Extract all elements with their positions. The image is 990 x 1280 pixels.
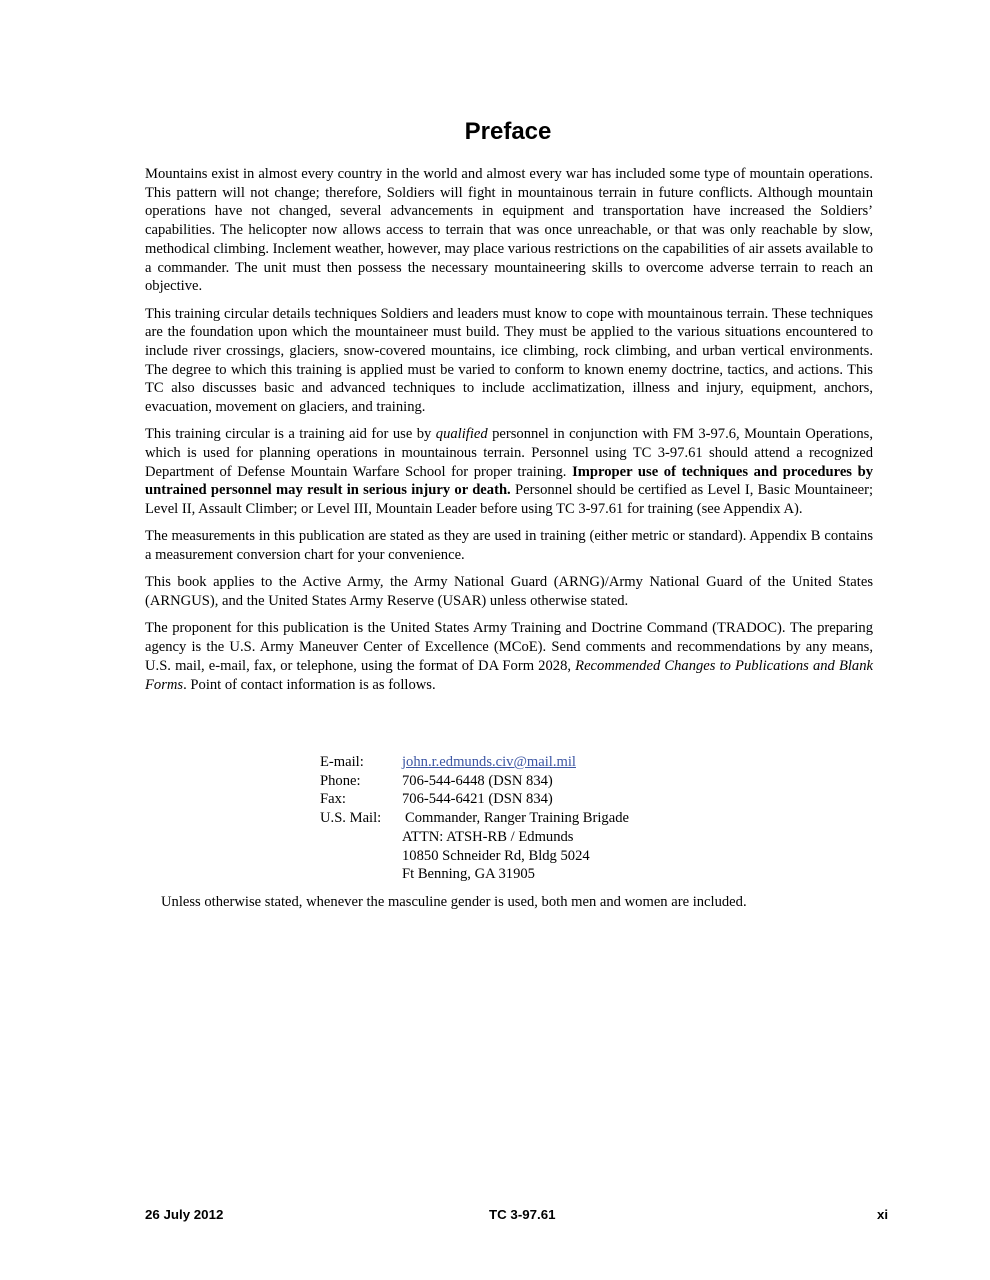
page-title: Preface [464, 118, 552, 145]
paragraph-proponent-text-2: . Point of contact information is as follows. [183, 676, 436, 693]
fax-label: Fax: [320, 791, 346, 808]
fax-row [320, 790, 629, 809]
footer-date: 26 July 2012 [145, 1207, 224, 1222]
paragraph-measurements: The measurements in this publication are stated as they are used in training (either metric or standard). Appendix B contains a measurement conversion chart for your convenience. [145, 528, 873, 564]
mail-line-3: 10850 Schneider Rd, Bldg 5024 [402, 847, 590, 864]
paragraph-mountain-operations: Mountains exist in almost every country in the world and almost every war has included some type of mountain operations. This pattern will not change; therefore, Soldiers will fight in mountainous terrain in future conflicts. Although mountain operations have not changed, several advancements in equipment and transportation have increased the Soldiers’ capabilities. The helicopter now allows access to terrain that was once unreachable, or that was only reachable by slow, methodical climbing. Inclement weather, however, may place various restrictions on the capabilities of air assets available to a commander. The unit must then possess the necessary mountaineering skills to overcome adverse terrain to reach an objective. [145, 166, 873, 295]
phone-row [320, 772, 629, 791]
gender-note: Unless otherwise stated, whenever the masculine gender is used, both men and women are included. [161, 894, 747, 910]
safety-warning: Improper use of techniques and procedures by untrained personnel may result in serious injury or death. [145, 463, 873, 499]
mail-line-1: Commander, Ranger Training Brigade [405, 810, 629, 827]
paragraph-techniques: This training circular details techniques Soldiers and leaders must know to cope with mountainous terrain. These techniques are the foundation upon which the mountaineer must build. They must be applied to the various situations encountered to include river crossings, glaciers, snow-covered mountains, ice climbing, rock climbing, and urban vertical environments. The degree to which this training is applied must be varied to conform to known enemy doctrine, tactics, and actions. This TC also discusses basic and advanced techniques to include acclimatization, illness and injury, equipment, anchors, evacuation, movement on glaciers, and training. [145, 305, 873, 416]
email-value [402, 753, 576, 772]
form-title-emphasis: Recommended Changes to Publications and Blank Forms [145, 657, 874, 693]
email-label: E-mail: [320, 754, 364, 770]
paragraph-training-aid [145, 425, 873, 519]
email-row [320, 753, 629, 772]
paragraph-proponent [145, 619, 873, 694]
paragraph-training-aid-text-1: This training circular is a training aid for use by [145, 426, 436, 443]
mail-line-4: Ft Benning, GA 31905 [402, 866, 535, 883]
footer-doc-number: TC 3-97.61 [489, 1207, 556, 1222]
mail-label: U.S. Mail: [320, 810, 382, 827]
paragraph-training-aid-text-3: Personnel should be certified as Level I, Basic Mountaineer; Level II, Assault Climber; or Level III, Mountain Leader before using TC 3-97.61 for training (see Appendix A). [145, 482, 873, 518]
contact-block [320, 753, 629, 884]
email-link[interactable]: john.r.edmunds.civ@mail.mil [402, 754, 576, 770]
fax-value: 706-544-6421 (DSN 834) [402, 791, 553, 808]
mail-row [320, 809, 629, 828]
mail-line-2: ATTN: ATSH-RB / Edmunds [402, 828, 574, 845]
footer-page-number: xi [877, 1207, 889, 1222]
paragraph-training-aid-text-2: personnel in conjunction with FM 3-97.6, Mountain Operations, which is used for planning operations in mountainous terrain. Personnel using TC 3-97.61 should attend a recognized Department of Defense Mountain Warfare School for proper training. [145, 426, 873, 480]
qualified-emphasis: qualified [435, 426, 488, 443]
paragraph-proponent-text-1: The proponent for this publication is the United States Army Training and Doctrine Command (TRADOC). The preparing agency is the U.S. Army Maneuver Center of Excellence (MCoE). Send comments and recommendations by any means, U.S. mail, e-mail, fax, or telephone, using the format of DA Form 2028, [145, 620, 873, 674]
preface-body [145, 165, 873, 703]
phone-value: 706-544-6448 (DSN 834) [402, 772, 553, 789]
phone-label: Phone: [320, 772, 361, 789]
paragraph-applicability: This book applies to the Active Army, the Army National Guard (ARNG)/Army National Guard of the United States (ARNGUS), and the United States Army Reserve (USAR) unless otherwise stated. [145, 574, 873, 610]
